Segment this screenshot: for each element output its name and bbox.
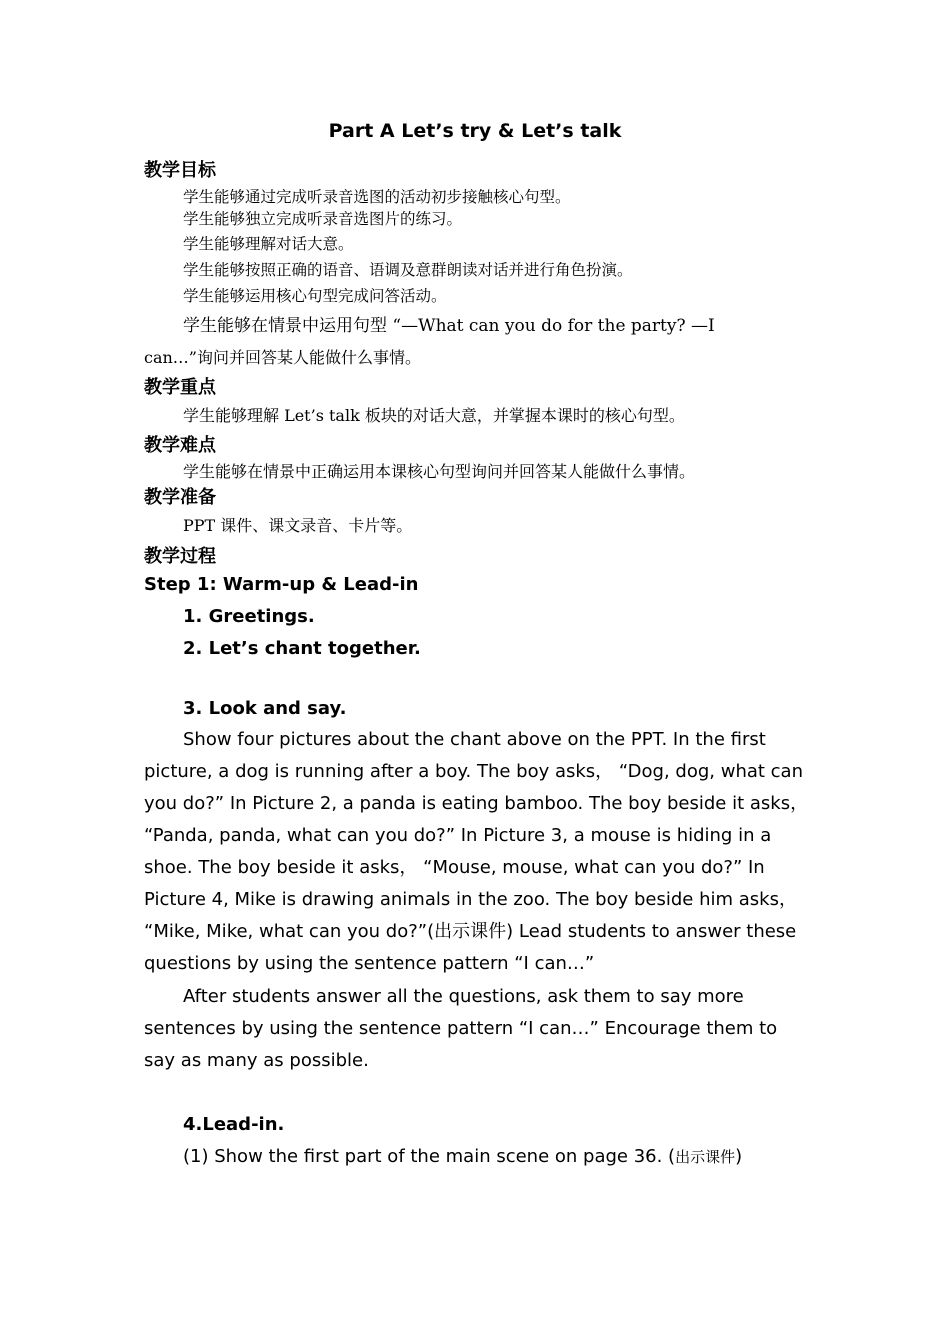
- objective-item: 学生能够通过完成听录音选图的活动初步接触核心句型。: [183, 188, 571, 206]
- lead-in-sub-text: (1) Show the first part of the main scene on page 36. (: [183, 1146, 676, 1167]
- objective-item: 学生能够按照正确的语音、语调及意群朗读对话并进行角色扮演。: [183, 261, 633, 279]
- difficulties-heading: 教学难点: [144, 435, 216, 456]
- objective-item: 学生能够理解对话大意。: [183, 235, 354, 253]
- difficulties-text: 学生能够在情景中正确运用本课核心句型询问并回答某人能做什么事情。: [183, 462, 696, 481]
- lead-in-sub-item: [183, 1145, 742, 1169]
- preparation-heading: 教学准备: [144, 487, 216, 508]
- step-1-heading: Step 1: Warm-up & Lead-in: [144, 574, 419, 595]
- lead-in-sub-note: 出示课件: [675, 1148, 736, 1166]
- objective-item-continuation: can…”询问并回答某人能做什么事情。: [144, 348, 421, 367]
- page-title: Part A Let’s try & Let’s talk: [328, 120, 622, 142]
- preparation-text: PPT 课件、课文录音、卡片等。: [183, 516, 413, 535]
- step-item-look-and-say: 3. Look and say.: [183, 698, 347, 719]
- objectives-heading: 教学目标: [144, 160, 216, 181]
- step-item-greetings: 1. Greetings.: [183, 606, 315, 627]
- lead-in-sub-end: ): [735, 1146, 743, 1167]
- key-points-text: 学生能够理解 Let’s talk 板块的对话大意，并掌握本课时的核心句型。: [183, 406, 685, 425]
- key-points-heading: 教学重点: [144, 377, 216, 398]
- follow-up-paragraph: After students answer all the questions, ask them to say more sentences by using the sentence pattern “I can…” Encourage them to say as many as possible.: [144, 986, 778, 1071]
- objective-item: 学生能够在情景中运用句型 “—What can you do for the party? —I: [183, 316, 715, 336]
- step-item-chant: 2. Let’s chant together.: [183, 638, 421, 659]
- look-and-say-paragraph: Show four pictures about the chant above on the PPT. In the first picture, a dog is running after a boy. The boy asks， “Dog, dog, what can you do?” In Picture 2, a panda is eating bamboo. The boy beside it asks， “Panda, panda, what can you do?” In Picture 3, a mouse is hiding in a shoe. The boy beside it asks， “Mouse, mouse, what can you do?” In Picture 4, Mike is drawing animals in the zoo. The boy beside him asks， “Mike, Mike, what can you do?”(出示课件) Lead students to answer these questions by using the sentence pattern “I can…”: [144, 729, 809, 974]
- objective-item: 学生能够独立完成听录音选图片的练习。: [183, 210, 463, 228]
- step-item-lead-in: 4.Lead-in.: [183, 1114, 285, 1135]
- objective-item: 学生能够运用核心句型完成问答活动。: [183, 287, 447, 305]
- process-heading: 教学过程: [144, 546, 216, 567]
